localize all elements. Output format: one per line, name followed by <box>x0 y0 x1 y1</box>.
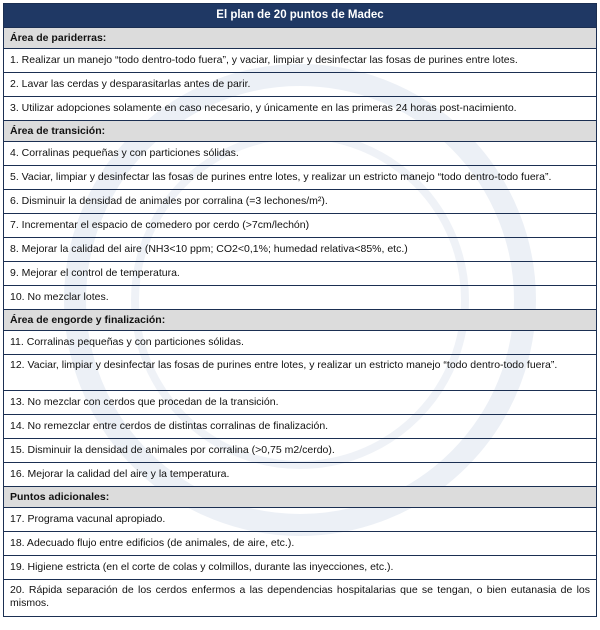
table-row: 12. Vaciar, limpiar y desinfectar las fosas de purines entre lotes, y realizar un estricto manejo “todo dentro-todo fuera”. <box>4 355 596 391</box>
section-heading-additional: Puntos adicionales: <box>4 487 596 508</box>
table-row: 13. No mezclar con cerdos que procedan de la transición. <box>4 391 596 415</box>
table-row: 11. Corralinas pequeñas y con particiones sólidas. <box>4 331 596 355</box>
table-row: 2. Lavar las cerdas y desparasitarlas antes de parir. <box>4 73 596 97</box>
madec-plan-table <box>3 3 597 617</box>
table-row: 14. No remezclar entre cerdos de distintas corralinas de finalización. <box>4 415 596 439</box>
table-row: 7. Incrementar el espacio de comedero por cerdo (>7cm/lechón) <box>4 214 596 238</box>
table-row: 17. Programa vacunal apropiado. <box>4 508 596 532</box>
table-row: 16. Mejorar la calidad del aire y la temperatura. <box>4 463 596 487</box>
table-row: 4. Corralinas pequeñas y con particiones sólidas. <box>4 142 596 166</box>
section-heading-finishing: Área de engorde y finalización: <box>4 310 596 331</box>
table-title: El plan de 20 puntos de Madec <box>4 4 596 28</box>
table-row: 9. Mejorar el control de temperatura. <box>4 262 596 286</box>
section-heading-farrowing: Área de pariderras: <box>4 28 596 49</box>
table-row: 18. Adecuado flujo entre edificios (de animales, de aire, etc.). <box>4 532 596 556</box>
table-row: 15. Disminuir la densidad de animales por corralina (>0,75 m2/cerdo). <box>4 439 596 463</box>
table-row: 20. Rápida separación de los cerdos enfermos a las dependencias hospitalarias que se tengan, o bien eutanasia de los mismos. <box>10 584 590 609</box>
table-row: 6. Disminuir la densidad de animales por corralina (=3 lechones/m²). <box>4 190 596 214</box>
table-row: 1. Realizar un manejo “todo dentro-todo fuera”, y vaciar, limpiar y desinfectar las fosas de purines entre lotes. <box>4 49 596 73</box>
table-row: 5. Vaciar, limpiar y desinfectar las fosas de purines entre lotes, y realizar un estricto manejo “todo dentro-todo fuera”. <box>4 166 596 190</box>
table-row: 8. Mejorar la calidad del aire (NH3<10 ppm; CO2<0,1%; humedad relativa<85%, etc.) <box>4 238 596 262</box>
section-heading-transition: Área de transición: <box>4 121 596 142</box>
table-row: 10. No mezclar lotes. <box>4 286 596 310</box>
table-row: 3. Utilizar adopciones solamente en caso necesario, y únicamente en las primeras 24 horas post-nacimiento. <box>4 97 596 121</box>
table-row: 19. Higiene estricta (en el corte de colas y colmillos, durante las inyecciones, etc.). <box>4 556 596 580</box>
